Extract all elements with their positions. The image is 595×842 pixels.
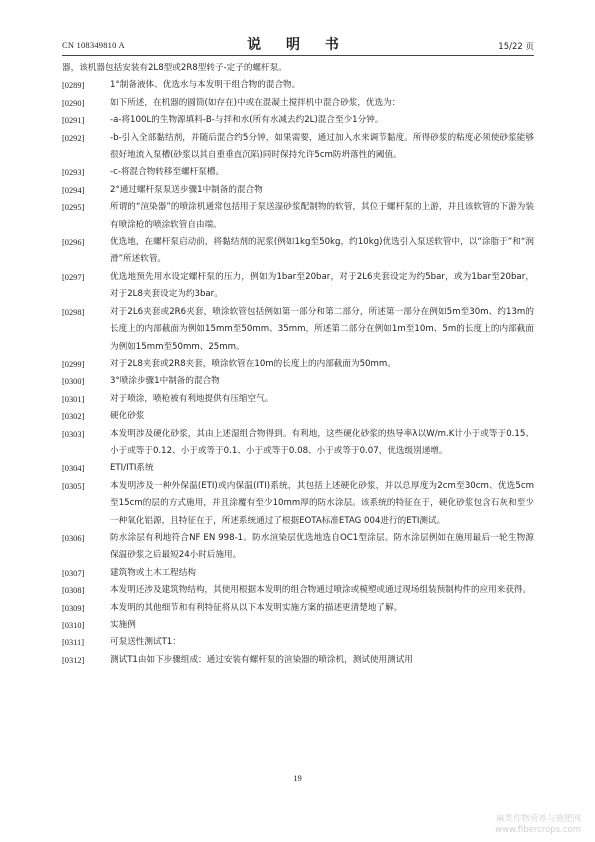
paragraph [62, 408, 534, 425]
paragraph-number: [0310] [62, 621, 85, 630]
paragraph-number: [0292] [62, 133, 85, 143]
paragraph [62, 426, 534, 461]
paragraph-text: 器，该机器包括安装有2L8型或2R8型转子-定子的螺杆泵。 [62, 63, 287, 73]
paragraph-text: 3°喷涂步骤1中制备的混合物 [110, 376, 220, 387]
paragraph [62, 582, 534, 599]
paragraph [62, 182, 534, 199]
paragraph-text: 硬化砂浆 [110, 411, 145, 422]
paragraph [62, 112, 534, 129]
paragraph-number: [0294] [62, 185, 85, 195]
watermark [495, 814, 581, 836]
paragraph-number: [0309] [62, 603, 85, 613]
paragraph-text: 本发明涉及硬化砂浆，其由上述湿组合物得到。有利地，这些硬化砂浆的热导率λ以W/m.K计小于或等于0.15、小于或等于0.12、小于或等于0.1、小于或等于0.08、小于或等于0.07，优选级別递增。 [110, 428, 534, 456]
paragraph-text: 实施例 [110, 620, 136, 630]
watermark-line-1: 麻类作物营养与施肥网 [495, 814, 581, 824]
paragraph-text: 所谓的“渲染器”的喷涂机通常包括用于泵送湿砂浆配制物的软管，其位于螺杆泵的上游，并且该软管的下游为装有喷涂枪的喷涂软管自由端。 [110, 202, 534, 230]
paragraph [62, 617, 534, 634]
paragraph-number: [0300] [62, 377, 85, 387]
paragraph-text: 对于2L6夹套或2R6夹套，喷涂软管包括例如第一部分和第二部分，所述第一部分在例如5m至30m、约13m的长度上的内部截面为例如15mm至50mm、35mm，所述第二部分在例如1m至10m、5m的长度上的内部截面为例如15mm至50mm、25mm。 [110, 306, 534, 352]
paragraph [62, 565, 534, 582]
document-body [62, 60, 534, 669]
paragraph-number: [0312] [62, 655, 85, 665]
paragraph-number: [0301] [62, 394, 85, 404]
paragraph-text: ETI/ITI系统 [110, 463, 154, 474]
paragraph-text: 如下所述，在机器的圆筒(如存在)中或在混凝土搅拌机中混合砂浆，优选为： [110, 97, 401, 108]
watermark-line-2: www.fibercrops.com [495, 825, 581, 835]
paragraph [62, 95, 534, 112]
paragraph [62, 304, 534, 356]
paragraph-number: [0307] [62, 568, 85, 578]
paragraph-text: 防水涂层有利地符合NF EN 998-1。防水渲染层优选地选自OC1型涂层。防水涂层例如在施用最后一轮生物源保温砂浆之后最短24小时后施用。 [110, 532, 534, 561]
paragraph-text: -a-将100L的生物源填料-B-与拌和水(所有水减去约2L)混合至少1分钟。 [110, 115, 384, 126]
paragraph-text: 测试T1由如下步骤组成：通过安装有螺杆泵的渲染器的喷涂机，测试使用测试用 [110, 654, 413, 665]
paragraph [62, 460, 534, 477]
paragraph-text: 优选地预先用水设定螺杆泵的压力，例如为1bar至20bar，对于2L6夹套设定为约5bar，或为1bar至20bar，对于2L8夹套设定为约3bar。 [110, 271, 534, 300]
paragraph-text: 本发明涉及一种外保温(ETI)或内保温(ITI)系统，其包括上述硬化砂浆，并以总厚度为2cm至30cm、优选5cm至15cm的层的方式施用，并且涂覆有至少10mm厚的防水涂层。该系统的特征在于，硬化砂浆包含石灰和至少一种氧化铝源，且特征在于，所述系统通过了根据EOTA标准ETAG 004进行的ETI测试。 [110, 480, 534, 526]
paragraph-number: [0298] [62, 307, 85, 317]
document-title: 说 明 书 [247, 37, 349, 53]
paragraph-text: 对于2L8夹套或2R8夹套，喷涂软管在10m的长度上的内部截面为50mm。 [110, 358, 396, 369]
paragraph-number: [0290] [62, 98, 85, 108]
page-header [62, 34, 534, 56]
paragraph-number: [0296] [62, 238, 85, 248]
page-number: 19 [293, 773, 302, 783]
paragraph-text: 1°制备液体、优选水与本发明干组合物的混合物。 [110, 80, 301, 91]
paragraph-text: -b-引入全部黏结剂，并随后混合约5分钟，如果需要，通过加入水来调节黏度。所得砂浆的粘度必须使砂浆能够很好地流入泵槽(砂浆以其自重垂直沉陷)同时保持允许5cm防坍落性的阈值。 [110, 132, 534, 161]
paragraph [62, 600, 534, 617]
paragraph-number: [0305] [62, 481, 85, 491]
paragraph [62, 652, 534, 669]
paragraph [62, 391, 534, 408]
paragraph-number: [0295] [62, 203, 85, 213]
paragraph [62, 77, 534, 94]
paragraph-text: 2°通过螺杆泵泵送步骤1中制备的混合物 [110, 184, 263, 195]
publication-number: CN 108349810 A [62, 40, 125, 50]
paragraph-number: [0311] [62, 638, 85, 648]
paragraph-text: 对于喷涂，喷枪被有利地提供有压缩空气。 [110, 393, 274, 404]
paragraph-number: [0302] [62, 412, 85, 422]
paragraph-number: [0291] [62, 116, 85, 126]
paragraph-text: -c-将混合物转移至螺杆泵槽。 [110, 167, 225, 178]
paragraph-number: [0299] [62, 359, 85, 369]
paragraph-text: 建筑物或土木工程结构 [110, 567, 196, 578]
paragraph-number: [0289] [62, 81, 85, 91]
paragraph-number: [0293] [62, 168, 85, 178]
paragraph [62, 164, 534, 181]
paragraph-text: 优选地，在螺杆泵启动前，将黏结剂的泥浆(例如1kg至50kg，约10kg)优选引入泵送软管中，以“涂脂于”和“润滑”所述软管。 [110, 237, 534, 265]
paragraph [62, 530, 534, 565]
paragraph-number: [0306] [62, 533, 85, 543]
header-rule [62, 55, 534, 56]
paragraph [62, 373, 534, 390]
paragraph-number: [0304] [62, 464, 85, 474]
paragraph [62, 269, 534, 304]
paragraph [62, 634, 534, 651]
paragraph [62, 356, 534, 373]
paragraph [62, 199, 534, 234]
paragraph [62, 478, 534, 530]
paragraph-number: [0297] [62, 272, 85, 282]
paragraph-text: 可泵送性测试T1： [110, 637, 181, 648]
paragraph [62, 234, 534, 269]
paragraph [62, 60, 534, 77]
paragraph-text: 本发明的其他细节和有利特征将从以下本发明实施方案的描述更清楚地了解。 [110, 602, 403, 613]
paragraph-number: [0303] [62, 429, 85, 439]
paragraph [62, 130, 534, 165]
page-counter: 15/22 页 [498, 42, 534, 52]
paragraph-text: 本发明还涉及建筑物结构，其使用根据本发明的组合物通过喷涂或模塑或通过现场组装预制构件的应用来获得。 [110, 585, 532, 596]
paragraph-number: [0308] [62, 586, 85, 596]
